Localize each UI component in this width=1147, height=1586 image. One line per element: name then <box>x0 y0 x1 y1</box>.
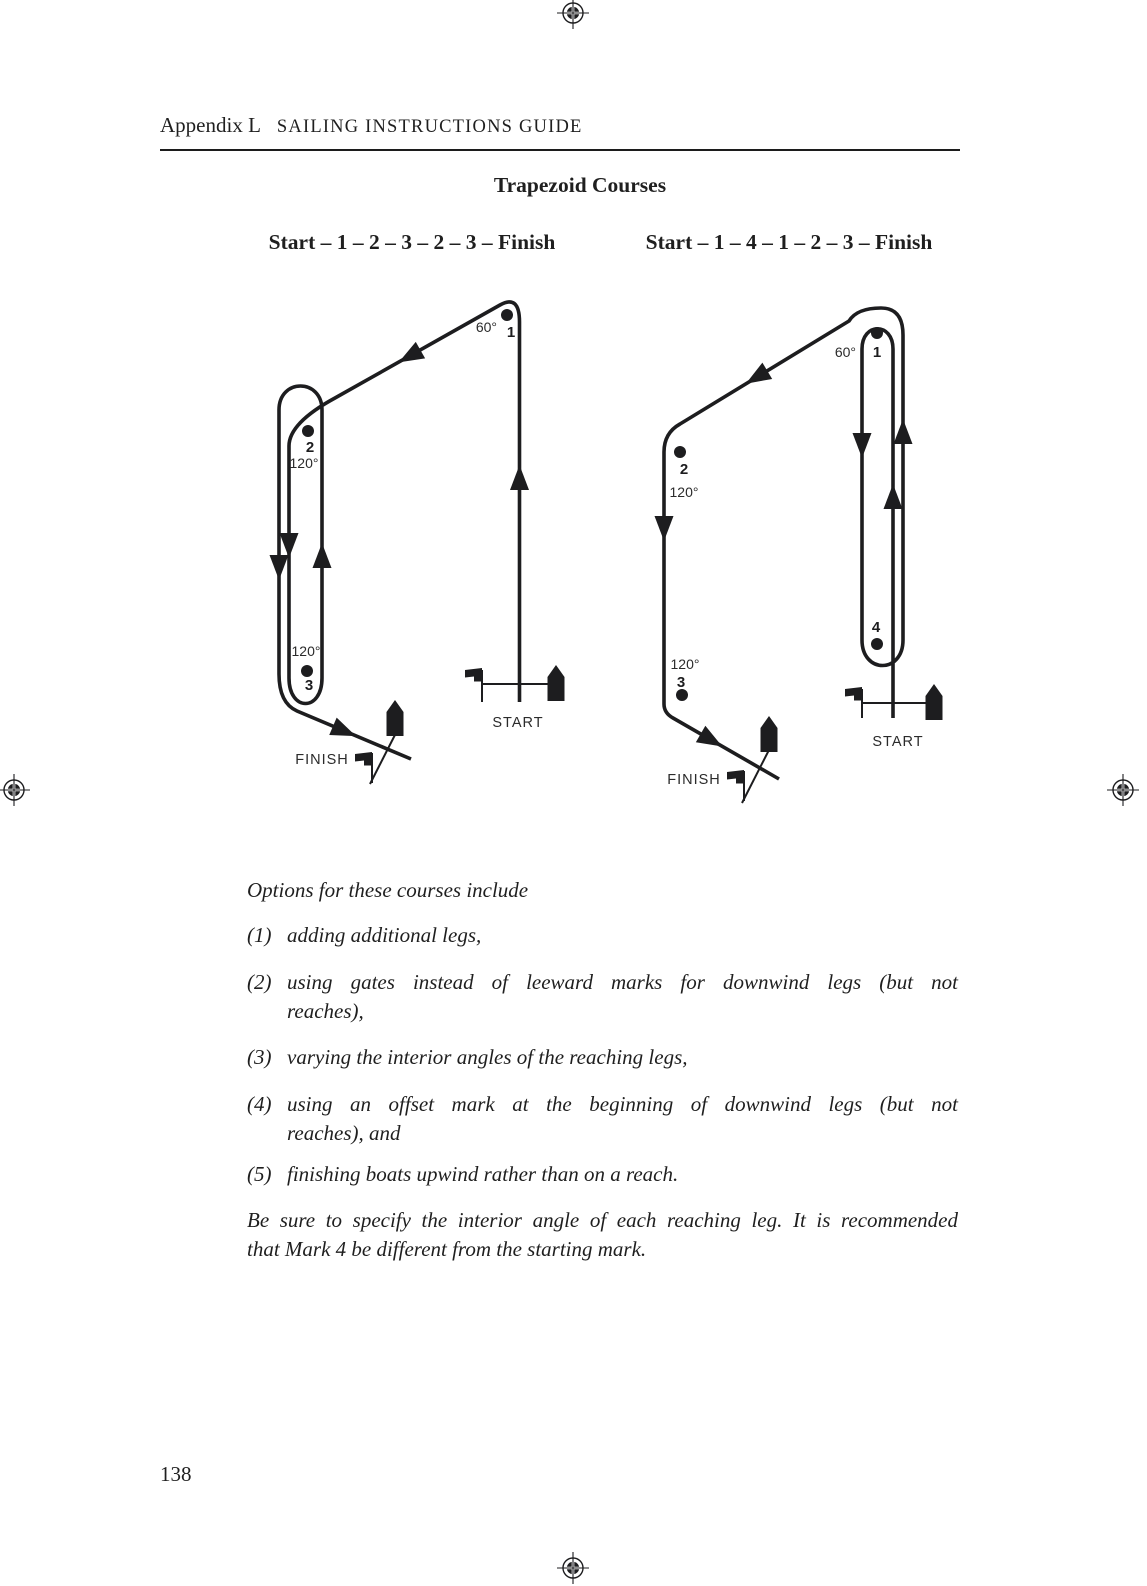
reach-arrow <box>741 363 772 392</box>
finish-label: FINISH <box>295 752 349 768</box>
start-line-group <box>465 665 565 731</box>
option-text: using gates instead of leeward marks for downwind legs (but not <box>287 970 958 994</box>
guide-title: SAILING INSTRUCTIONS GUIDE <box>276 117 583 137</box>
start-flag-icon <box>465 668 482 682</box>
option-text: using an offset mark at the beginning of downwind legs (but not <box>287 1092 958 1116</box>
page-number: 138 <box>160 1462 192 1486</box>
option-text: finishing boats upwind rather than on a reach. <box>287 1162 679 1186</box>
mark-4-dot <box>871 638 883 650</box>
finish-reach-arrow <box>329 718 359 745</box>
mark-4-label: 4 <box>871 619 881 636</box>
option-number: (4) <box>247 1092 272 1116</box>
appendix-label: Appendix L <box>160 113 261 137</box>
finish-flag-icon <box>355 752 372 766</box>
finish-line-group <box>667 716 777 803</box>
option-text: reaches), <box>287 999 364 1023</box>
committee-boat-icon <box>926 684 943 720</box>
beat-arrow-up-2 <box>313 543 332 568</box>
finish-reach-arrow <box>696 726 727 755</box>
note-line: Be sure to specify the interior angle of each reaching leg. It is recommended <box>247 1208 958 1232</box>
angle-60-label: 60° <box>475 319 497 335</box>
finish-boat-icon <box>387 700 404 736</box>
run-arrow-down <box>655 516 674 541</box>
option-number: (5) <box>247 1162 272 1186</box>
beat-arrow-up <box>510 465 529 490</box>
registration-mark-bottom-icon <box>557 1552 589 1584</box>
mark-2-dot <box>302 425 314 437</box>
option-number: (2) <box>247 970 272 994</box>
committee-boat-icon <box>548 665 565 701</box>
reach-arrow <box>394 342 425 371</box>
mark-1-dot <box>871 327 883 339</box>
angle-60-label: 60° <box>834 344 856 360</box>
course-sequence-left: Start – 1 – 2 – 3 – 2 – 3 – Finish <box>268 230 556 254</box>
finish-label: FINISH <box>667 772 721 788</box>
start-label: START <box>492 715 544 731</box>
right-course-track <box>664 308 903 779</box>
mark-1-label: 1 <box>506 324 516 341</box>
finish-flag-icon <box>727 770 744 784</box>
section-title: Trapezoid Courses <box>493 173 667 197</box>
finish-boat-icon <box>761 716 778 752</box>
finish-line-group <box>295 700 403 784</box>
options-intro: Options for these courses include <box>247 878 529 902</box>
mark-2-label: 2 <box>305 439 315 456</box>
loop-arrow-up <box>894 419 913 444</box>
mark-2-label: 2 <box>679 461 689 478</box>
right-course-diagram <box>655 308 943 803</box>
mark-1-dot <box>501 309 513 321</box>
note-line: that Mark 4 be different from the starting mark. <box>247 1237 647 1261</box>
option-number: (3) <box>247 1045 272 1069</box>
left-course-track <box>279 302 520 759</box>
option-text: adding additional legs, <box>287 923 482 947</box>
angle-120-mid-label: 120° <box>669 484 699 500</box>
option-text: varying the interior angles of the reaching legs, <box>287 1045 688 1069</box>
angle-120-mid-label: 120° <box>289 455 319 471</box>
left-course-diagram <box>270 302 565 784</box>
angle-120-bottom-label: 120° <box>670 656 700 672</box>
run-arrow-down-1 <box>280 533 299 558</box>
beat-arrow-up <box>884 484 903 509</box>
option-text: reaches), and <box>287 1121 401 1145</box>
option-number: (1) <box>247 923 272 947</box>
mark-3-label: 3 <box>304 677 314 694</box>
registration-mark-left-icon <box>0 774 30 806</box>
start-label: START <box>872 734 924 750</box>
mark-3-dot <box>301 665 313 677</box>
course-sequence-right: Start – 1 – 4 – 1 – 2 – 3 – Finish <box>645 230 933 254</box>
run-arrow-down-2 <box>270 555 289 580</box>
loop-arrow-down <box>853 433 872 458</box>
registration-mark-right-icon <box>1107 774 1139 806</box>
angle-120-bottom-label: 120° <box>291 643 321 659</box>
start-flag-icon <box>845 687 862 701</box>
mark-3-label: 3 <box>676 674 686 691</box>
mark-2-dot <box>674 446 686 458</box>
registration-mark-top-icon <box>557 0 589 29</box>
mark-1-label: 1 <box>872 344 882 361</box>
